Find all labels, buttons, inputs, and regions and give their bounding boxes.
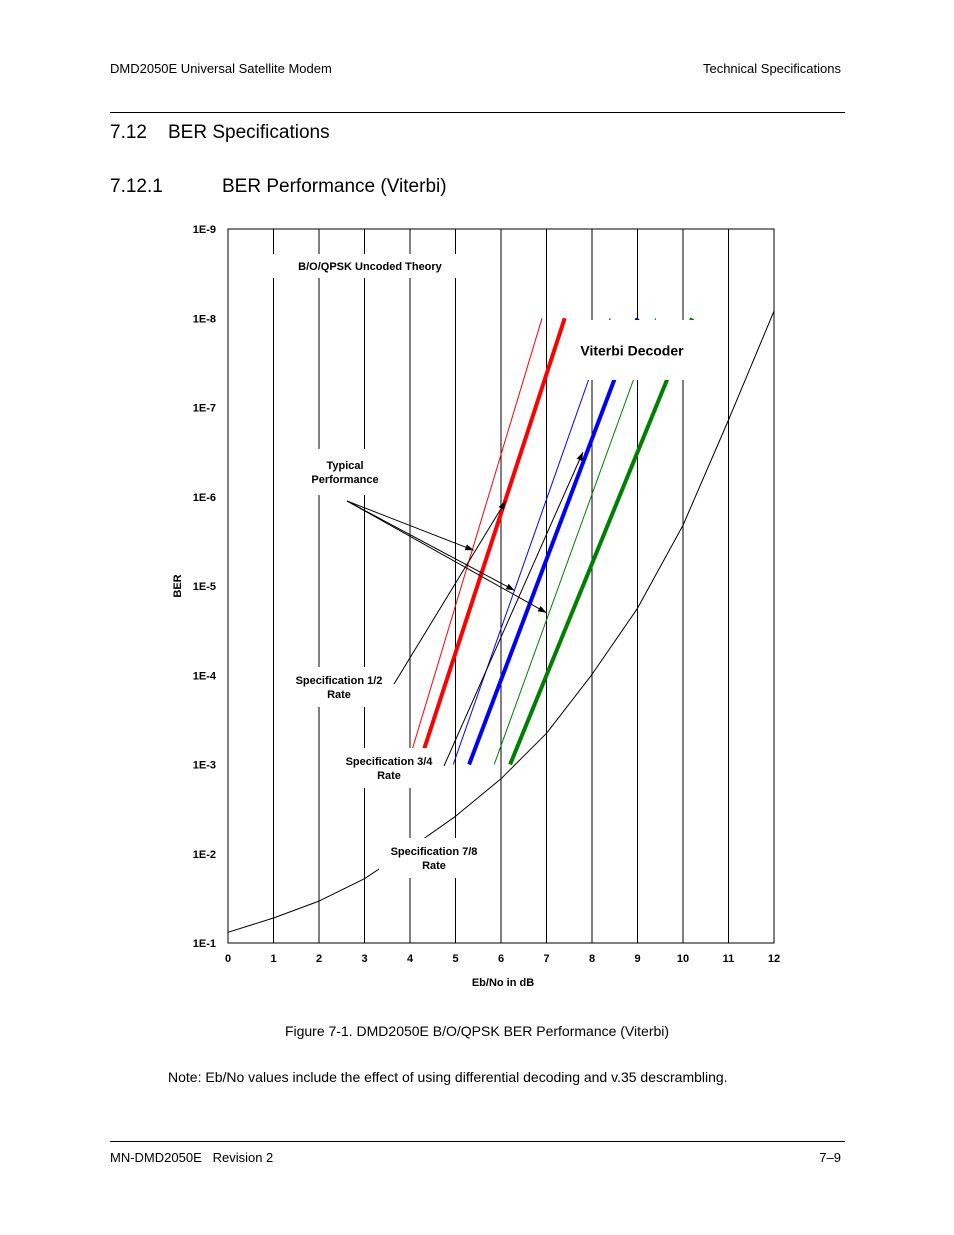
y-tick-label: 1E-9 bbox=[192, 224, 216, 236]
arrow-typical-1-head bbox=[465, 544, 474, 550]
y-tick-label: 1E-6 bbox=[192, 491, 216, 504]
y-tick-label: 1E-3 bbox=[192, 759, 216, 772]
arrow-spec-three-quarter-rate bbox=[444, 452, 583, 766]
arrow-spec-half-rate bbox=[394, 501, 506, 684]
x-tick-label: 9 bbox=[634, 953, 641, 965]
series-line-typical-3-4-rate bbox=[453, 318, 610, 764]
y-axis-label: BER bbox=[172, 574, 184, 598]
y-tick-label: 1E-4 bbox=[192, 670, 216, 683]
label-typical-performance bbox=[292, 449, 398, 495]
x-tick-label: 10 bbox=[676, 953, 690, 965]
subsection-title: BER Performance (Viterbi) bbox=[222, 176, 447, 197]
arrow-spec-three-quarter-rate-head bbox=[577, 452, 583, 461]
label-spec-half-rate bbox=[284, 667, 394, 707]
label-uncoded-theory-text: B/O/QPSK Uncoded Theory bbox=[298, 261, 442, 273]
y-tick-label: 1E-8 bbox=[192, 313, 216, 326]
label-spec-seven-eighth-rate-bg bbox=[379, 838, 489, 878]
arrow-spec-three-quarter-rate-shaft bbox=[444, 452, 583, 766]
label-typical-performance-text: Performance bbox=[311, 474, 379, 486]
section-number: 7.12 bbox=[110, 122, 147, 143]
chart-labels bbox=[172, 224, 780, 989]
section-title: BER Specifications bbox=[168, 122, 330, 143]
label-spec-seven-eighth-rate bbox=[379, 838, 489, 878]
series-line-specification-7-8-rate bbox=[510, 318, 692, 764]
label-spec-three-quarter-rate-text: Rate bbox=[377, 770, 401, 782]
x-tick-label: 7 bbox=[543, 953, 550, 965]
arrow-typical-3 bbox=[347, 501, 547, 613]
series-line-typical-7-8-rate bbox=[494, 318, 656, 764]
arrow-typical-2-head bbox=[506, 584, 515, 591]
header-chapter-title: Technical Specifications bbox=[702, 61, 841, 76]
label-viterbi-decoder-text: Viterbi Decoder bbox=[580, 342, 684, 359]
y-tick-label: 1E-7 bbox=[192, 402, 216, 415]
series-line-specification-3-4-rate bbox=[469, 318, 637, 764]
figure-note: Note: Eb/No values include the effect of using differential decoding and v.35 descrambling. bbox=[168, 1069, 728, 1085]
arrow-typical-3-head bbox=[538, 606, 547, 613]
label-spec-seven-eighth-rate-text: Rate bbox=[422, 860, 446, 872]
label-spec-half-rate-text: Specification 1/2 bbox=[295, 675, 383, 687]
label-viterbi-decoder bbox=[568, 320, 696, 380]
label-spec-seven-eighth-rate-text: Specification 7/8 bbox=[390, 846, 478, 858]
subsection-number: 7.12.1 bbox=[110, 176, 163, 197]
footer-document-id: MN-DMD2050E Revision 2 bbox=[110, 1150, 274, 1165]
label-spec-half-rate-bg bbox=[284, 667, 394, 707]
label-spec-three-quarter-rate bbox=[334, 748, 444, 788]
arrow-typical-3-shaft bbox=[347, 501, 547, 613]
footer-page-number: 7–9 bbox=[819, 1150, 841, 1165]
label-uncoded-theory bbox=[252, 254, 488, 278]
x-tick-label: 12 bbox=[767, 953, 781, 965]
x-tick-label: 2 bbox=[315, 953, 323, 965]
x-axis-label: Eb/No in dB bbox=[471, 977, 535, 989]
chart-arrows bbox=[347, 452, 583, 766]
x-tick-label: 5 bbox=[452, 953, 459, 965]
x-tick-label: 6 bbox=[497, 953, 505, 965]
label-typical-performance-bg bbox=[292, 449, 398, 495]
footer-divider bbox=[110, 1141, 845, 1142]
label-spec-three-quarter-rate-text: Specification 3/4 bbox=[345, 756, 433, 768]
figure-caption: Figure 7-1. DMD2050E B/O/QPSK BER Performance (Viterbi) bbox=[284, 1023, 670, 1039]
arrow-spec-half-rate-shaft bbox=[394, 501, 506, 684]
x-tick-label: 8 bbox=[588, 953, 596, 965]
x-tick-label: 0 bbox=[224, 953, 232, 965]
x-tick-label: 3 bbox=[361, 953, 368, 965]
y-tick-label: 1E-5 bbox=[192, 581, 216, 593]
y-tick-label: 1E-2 bbox=[192, 848, 216, 861]
x-tick-label: 4 bbox=[406, 953, 414, 965]
series-line-typical-1-2-rate bbox=[408, 318, 542, 764]
label-spec-half-rate-text: Rate bbox=[327, 689, 351, 701]
label-typical-performance-text: Typical bbox=[326, 460, 364, 472]
header-document-title: DMD2050E Universal Satellite Modem bbox=[110, 61, 332, 76]
x-tick-label: 11 bbox=[722, 953, 735, 965]
y-tick-label: 1E-1 bbox=[192, 938, 216, 950]
x-tick-label: 1 bbox=[270, 953, 277, 965]
label-spec-three-quarter-rate-bg bbox=[334, 748, 444, 788]
